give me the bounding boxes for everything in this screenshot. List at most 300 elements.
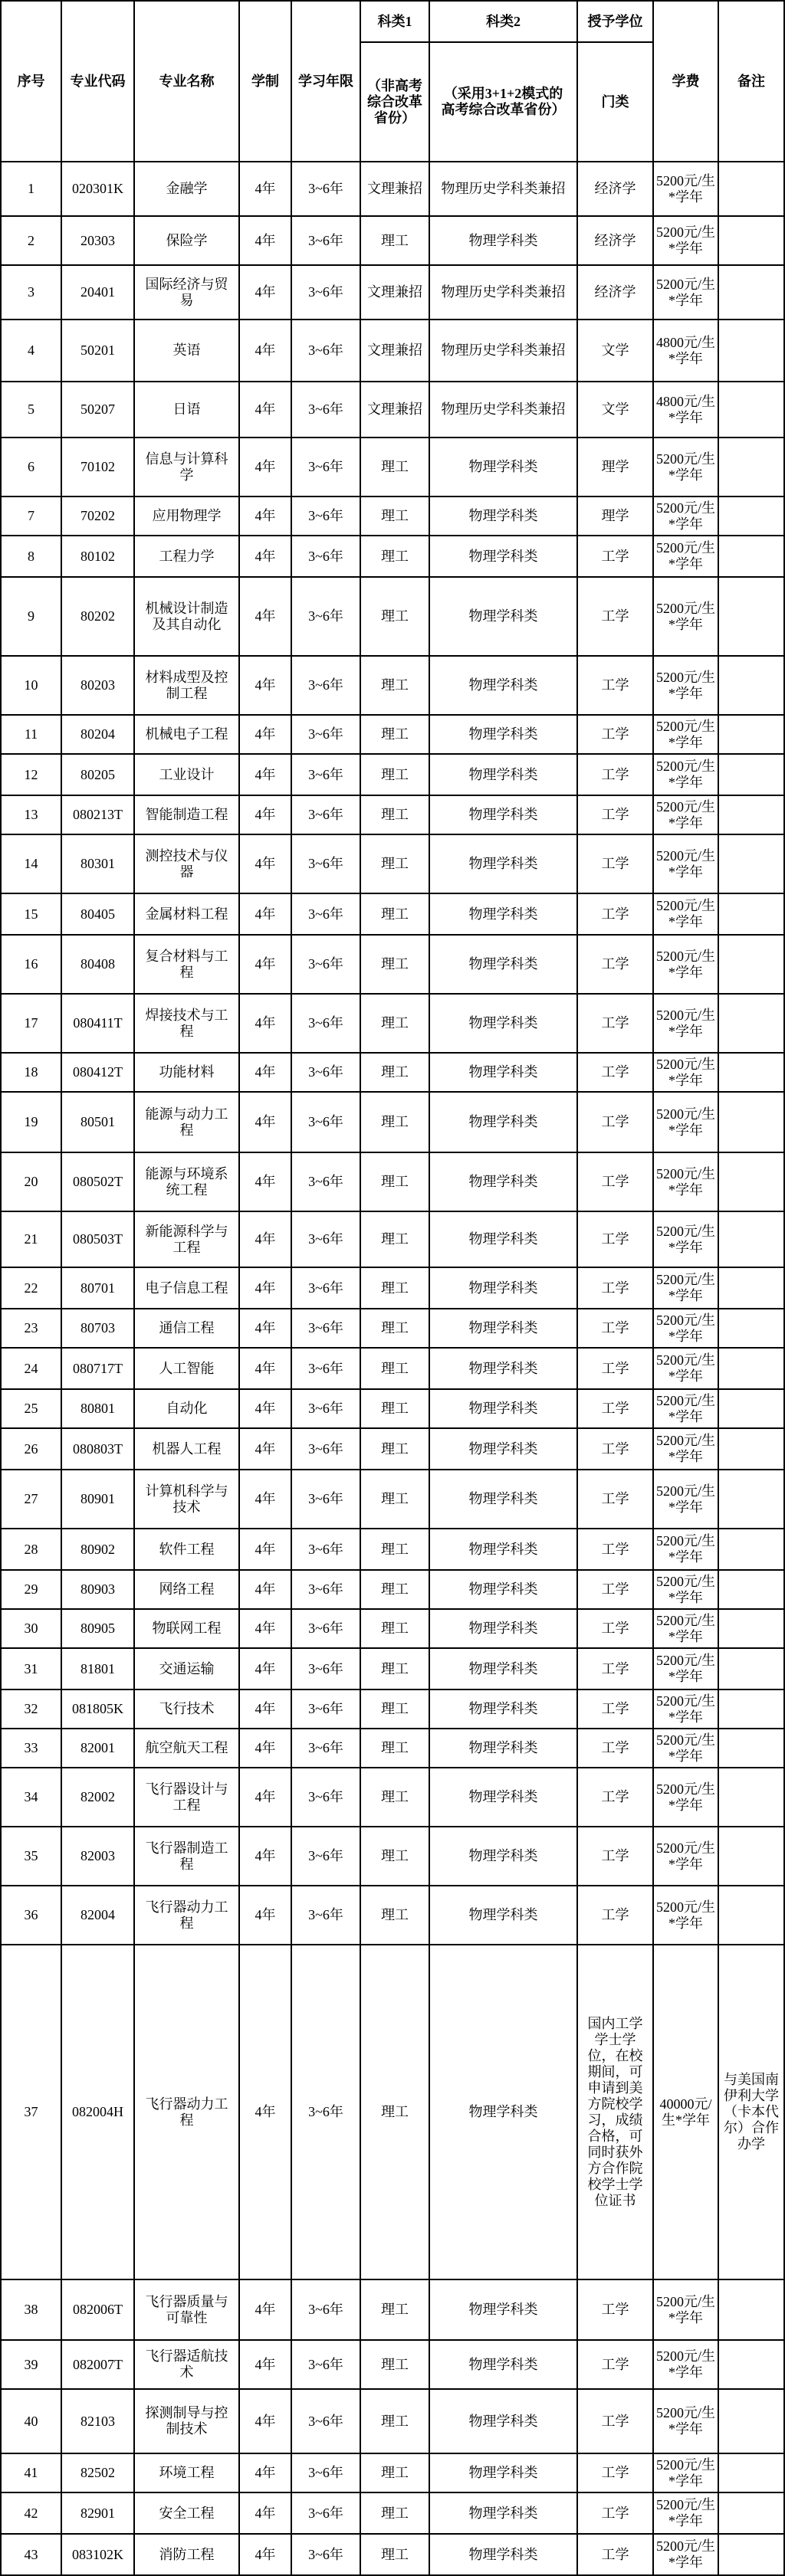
name-cell: 材料成型及控制工程 [135,657,240,716]
header-subject2: 科类2 [430,2,578,43]
subject1-cell: 理工 [361,438,430,497]
subject1-cell: 理工 [361,2454,430,2493]
subject2-cell: 物理学科类 [430,1349,578,1390]
study-years-cell: 3~6年 [292,1349,361,1390]
duration-cell: 4年 [240,1610,292,1649]
study-years-cell: 3~6年 [292,894,361,936]
code-cell: 080502T [62,1153,135,1212]
subject2-cell: 物理学科类 [430,217,578,266]
code-cell: 81801 [62,1649,135,1690]
remark-cell [719,1886,785,1945]
seq-cell: 35 [2,1827,62,1886]
remark-cell [719,162,785,217]
code-cell: 82003 [62,1827,135,1886]
degree-cell: 工学 [578,716,654,755]
remark-cell [719,2493,785,2535]
subject2-cell: 物理学科类 [430,1768,578,1827]
study-years-cell: 3~6年 [292,1268,361,1309]
seq-cell: 7 [2,497,62,536]
subject2-cell: 物理学科类 [430,1390,578,1429]
degree-cell: 经济学 [578,217,654,266]
fee-cell: 5200元/生*学年 [654,1309,719,1349]
duration-cell: 4年 [240,894,292,936]
study-years-cell: 3~6年 [292,1153,361,1212]
subject2-cell: 物理历史学科类兼招 [430,320,578,382]
subject1-cell: 理工 [361,796,430,835]
name-cell: 新能源科学与工程 [135,1212,240,1268]
fee-cell: 5200元/生*学年 [654,2454,719,2493]
fee-cell: 5200元/生*学年 [654,497,719,536]
duration-cell: 4年 [240,657,292,716]
degree-cell: 工学 [578,1268,654,1309]
code-cell: 080503T [62,1212,135,1268]
study-years-cell: 3~6年 [292,578,361,657]
subject2-cell: 物理学科类 [430,1649,578,1690]
subject2-cell: 物理学科类 [430,894,578,936]
degree-cell: 工学 [578,2280,654,2341]
subject2-cell: 物理学科类 [430,995,578,1054]
subject1-cell: 理工 [361,1093,430,1153]
study-years-cell: 3~6年 [292,1610,361,1649]
study-years-cell: 3~6年 [292,1571,361,1610]
seq-cell: 18 [2,1054,62,1093]
fee-cell: 5200元/生*学年 [654,578,719,657]
remark-cell [719,1827,785,1886]
subject1-cell: 理工 [361,1610,430,1649]
duration-cell: 4年 [240,1153,292,1212]
subject2-cell: 物理学科类 [430,438,578,497]
study-years-cell: 3~6年 [292,1729,361,1768]
subject1-cell: 理工 [361,1945,430,2280]
fee-cell: 40000元/生*学年 [654,1945,719,2280]
subject2-cell: 物理历史学科类兼招 [430,382,578,438]
study-years-cell: 3~6年 [292,1886,361,1945]
study-years-cell: 3~6年 [292,1690,361,1729]
duration-cell: 4年 [240,2493,292,2535]
seq-cell: 4 [2,320,62,382]
duration-cell: 4年 [240,1054,292,1093]
seq-cell: 29 [2,1571,62,1610]
degree-cell: 工学 [578,796,654,835]
name-cell: 工业设计 [135,755,240,796]
duration-cell: 4年 [240,1429,292,1470]
seq-cell: 28 [2,1529,62,1571]
duration-cell: 4年 [240,382,292,438]
fee-cell: 5200元/生*学年 [654,1429,719,1470]
fee-cell: 5200元/生*学年 [654,1649,719,1690]
seq-cell: 31 [2,1649,62,1690]
study-years-cell: 3~6年 [292,1309,361,1349]
duration-cell: 4年 [240,1470,292,1529]
seq-cell: 41 [2,2454,62,2493]
fee-cell: 5200元/生*学年 [654,2493,719,2535]
subject2-cell: 物理学科类 [430,2493,578,2535]
subject1-cell: 理工 [361,1768,430,1827]
subject2-cell: 物理学科类 [430,1610,578,1649]
name-cell: 能源与环境系统工程 [135,1153,240,1212]
subject1-cell: 理工 [361,1212,430,1268]
seq-cell: 33 [2,1729,62,1768]
study-years-cell: 3~6年 [292,2390,361,2454]
duration-cell: 4年 [240,2454,292,2493]
degree-cell: 工学 [578,1054,654,1093]
subject1-cell: 理工 [361,936,430,995]
header-fee: 学费 [654,2,719,162]
fee-cell: 5200元/生*学年 [654,2341,719,2390]
name-cell: 复合材料与工程 [135,936,240,995]
fee-cell: 5200元/生*学年 [654,536,719,578]
remark-cell [719,1690,785,1729]
code-cell: 80405 [62,894,135,936]
duration-cell: 4年 [240,578,292,657]
study-years-cell: 3~6年 [292,2280,361,2341]
name-cell: 飞行器适航技术 [135,2341,240,2390]
code-cell: 20303 [62,217,135,266]
study-years-cell: 3~6年 [292,320,361,382]
duration-cell: 4年 [240,1268,292,1309]
name-cell: 保险学 [135,217,240,266]
name-cell: 飞行器设计与工程 [135,1768,240,1827]
subject2-cell: 物理学科类 [430,2341,578,2390]
subject1-cell: 理工 [361,2390,430,2454]
name-cell: 探测制导与控制技术 [135,2390,240,2454]
header-study-years: 学习年限 [292,2,361,162]
study-years-cell: 3~6年 [292,2454,361,2493]
code-cell: 82004 [62,1886,135,1945]
code-cell: 82001 [62,1729,135,1768]
remark-cell [719,438,785,497]
fee-cell: 5200元/生*学年 [654,217,719,266]
seq-cell: 8 [2,536,62,578]
fee-cell: 5200元/生*学年 [654,162,719,217]
seq-cell: 23 [2,1309,62,1349]
code-cell: 80301 [62,835,135,894]
subject2-cell: 物理学科类 [430,796,578,835]
code-cell: 82901 [62,2493,135,2535]
subject2-cell: 物理学科类 [430,1212,578,1268]
degree-cell: 工学 [578,835,654,894]
study-years-cell: 3~6年 [292,1470,361,1529]
code-cell: 80203 [62,657,135,716]
degree-cell: 理学 [578,438,654,497]
subject2-cell: 物理学科类 [430,1429,578,1470]
code-cell: 82502 [62,2454,135,2493]
name-cell: 金属材料工程 [135,894,240,936]
subject1-cell: 理工 [361,657,430,716]
fee-cell: 5200元/生*学年 [654,1529,719,1571]
name-cell: 国际经济与贸易 [135,266,240,320]
seq-cell: 38 [2,2280,62,2341]
code-cell: 080411T [62,995,135,1054]
degree-cell: 工学 [578,1827,654,1886]
study-years-cell: 3~6年 [292,1054,361,1093]
study-years-cell: 3~6年 [292,217,361,266]
duration-cell: 4年 [240,320,292,382]
study-years-cell: 3~6年 [292,1529,361,1571]
subject2-cell: 物理历史学科类兼招 [430,162,578,217]
name-cell: 网络工程 [135,1571,240,1610]
code-cell: 80204 [62,716,135,755]
name-cell: 测控技术与仪器 [135,835,240,894]
subject2-cell: 物理学科类 [430,716,578,755]
code-cell: 080717T [62,1349,135,1390]
seq-cell: 32 [2,1690,62,1729]
duration-cell: 4年 [240,438,292,497]
header-subject1-note: （非高考综合改革省份） [361,43,430,162]
fee-cell: 5200元/生*学年 [654,438,719,497]
duration-cell: 4年 [240,2535,292,2576]
duration-cell: 4年 [240,1212,292,1268]
duration-cell: 4年 [240,796,292,835]
duration-cell: 4年 [240,536,292,578]
header-subject2-note: （采用3+1+2模式的高考综合改革省份） [430,43,578,162]
name-cell: 通信工程 [135,1309,240,1349]
remark-cell [719,995,785,1054]
subject1-cell: 文理兼招 [361,162,430,217]
degree-cell: 工学 [578,1309,654,1349]
name-cell: 金融学 [135,162,240,217]
duration-cell: 4年 [240,1886,292,1945]
duration-cell: 4年 [240,835,292,894]
remark-cell [719,1268,785,1309]
subject1-cell: 理工 [361,1309,430,1349]
remark-cell [719,2280,785,2341]
seq-cell: 11 [2,716,62,755]
subject1-cell: 理工 [361,1729,430,1768]
header-seq: 序号 [2,2,62,162]
duration-cell: 4年 [240,1945,292,2280]
degree-cell: 工学 [578,1429,654,1470]
name-cell: 计算机科学与技术 [135,1470,240,1529]
subject1-cell: 文理兼招 [361,266,430,320]
degree-cell: 工学 [578,578,654,657]
degree-cell: 工学 [578,936,654,995]
remark-cell [719,1768,785,1827]
seq-cell: 24 [2,1349,62,1390]
degree-cell: 工学 [578,1390,654,1429]
name-cell: 物联网工程 [135,1610,240,1649]
subject2-cell: 物理学科类 [430,755,578,796]
study-years-cell: 3~6年 [292,2535,361,2576]
name-cell: 电子信息工程 [135,1268,240,1309]
code-cell: 080412T [62,1054,135,1093]
duration-cell: 4年 [240,1309,292,1349]
code-cell: 80703 [62,1309,135,1349]
duration-cell: 4年 [240,2390,292,2454]
subject2-cell: 物理历史学科类兼招 [430,266,578,320]
degree-cell: 工学 [578,1153,654,1212]
subject1-cell: 理工 [361,1690,430,1729]
remark-cell [719,1212,785,1268]
subject1-cell: 理工 [361,716,430,755]
name-cell: 机械设计制造及其自动化 [135,578,240,657]
duration-cell: 4年 [240,1349,292,1390]
code-cell: 80408 [62,936,135,995]
code-cell: 80901 [62,1470,135,1529]
seq-cell: 15 [2,894,62,936]
subject2-cell: 物理学科类 [430,1729,578,1768]
seq-cell: 17 [2,995,62,1054]
name-cell: 英语 [135,320,240,382]
degree-cell: 经济学 [578,266,654,320]
remark-cell [719,1571,785,1610]
subject1-cell: 理工 [361,2280,430,2341]
fee-cell: 4800元/生*学年 [654,320,719,382]
duration-cell: 4年 [240,217,292,266]
header-degree-category: 门类 [578,43,654,162]
subject1-cell: 理工 [361,894,430,936]
duration-cell: 4年 [240,1571,292,1610]
study-years-cell: 3~6年 [292,1649,361,1690]
header-duration: 学制 [240,2,292,162]
degree-cell: 工学 [578,1610,654,1649]
subject2-cell: 物理学科类 [430,497,578,536]
name-cell: 功能材料 [135,1054,240,1093]
code-cell: 082004H [62,1945,135,2280]
code-cell: 80501 [62,1093,135,1153]
subject2-cell: 物理学科类 [430,2390,578,2454]
degree-cell: 工学 [578,1349,654,1390]
study-years-cell: 3~6年 [292,382,361,438]
remark-cell [719,1309,785,1349]
remark-cell [719,1529,785,1571]
fee-cell: 5200元/生*学年 [654,1349,719,1390]
degree-cell: 文学 [578,320,654,382]
subject2-cell: 物理学科类 [430,1054,578,1093]
code-cell: 70102 [62,438,135,497]
seq-cell: 5 [2,382,62,438]
fee-cell: 5200元/生*学年 [654,1729,719,1768]
seq-cell: 37 [2,1945,62,2280]
fee-cell: 5200元/生*学年 [654,2535,719,2576]
subject1-cell: 理工 [361,2341,430,2390]
remark-cell [719,1729,785,1768]
name-cell: 机械电子工程 [135,716,240,755]
fee-cell: 5200元/生*学年 [654,2280,719,2341]
name-cell: 工程力学 [135,536,240,578]
code-cell: 80102 [62,536,135,578]
code-cell: 80801 [62,1390,135,1429]
subject1-cell: 文理兼招 [361,320,430,382]
duration-cell: 4年 [240,1649,292,1690]
fee-cell: 5200元/生*学年 [654,936,719,995]
degree-cell: 工学 [578,1768,654,1827]
fee-cell: 5200元/生*学年 [654,1571,719,1610]
study-years-cell: 3~6年 [292,536,361,578]
remark-cell [719,2390,785,2454]
subject1-cell: 理工 [361,835,430,894]
code-cell: 50201 [62,320,135,382]
fee-cell: 5200元/生*学年 [654,266,719,320]
fee-cell: 5200元/生*学年 [654,1827,719,1886]
degree-cell: 工学 [578,1649,654,1690]
degree-cell: 理学 [578,497,654,536]
name-cell: 航空航天工程 [135,1729,240,1768]
subject1-cell: 理工 [361,755,430,796]
fee-cell: 5200元/生*学年 [654,1470,719,1529]
fee-cell: 5200元/生*学年 [654,657,719,716]
name-cell: 机器人工程 [135,1429,240,1470]
study-years-cell: 3~6年 [292,716,361,755]
duration-cell: 4年 [240,995,292,1054]
code-cell: 083102K [62,2535,135,2576]
name-cell: 自动化 [135,1390,240,1429]
code-cell: 082006T [62,2280,135,2341]
subject1-cell: 理工 [361,217,430,266]
subject1-cell: 理工 [361,1649,430,1690]
remark-cell [719,578,785,657]
remark-cell [719,217,785,266]
code-cell: 80902 [62,1529,135,1571]
duration-cell: 4年 [240,1827,292,1886]
code-cell: 80205 [62,755,135,796]
remark-cell [719,536,785,578]
study-years-cell: 3~6年 [292,835,361,894]
code-cell: 80701 [62,1268,135,1309]
degree-cell: 文学 [578,382,654,438]
seq-cell: 3 [2,266,62,320]
degree-cell: 工学 [578,2341,654,2390]
seq-cell: 40 [2,2390,62,2454]
remark-cell [719,1470,785,1529]
duration-cell: 4年 [240,2280,292,2341]
fee-cell: 5200元/生*学年 [654,894,719,936]
study-years-cell: 3~6年 [292,497,361,536]
header-degree: 授予学位 [578,2,654,43]
study-years-cell: 3~6年 [292,1390,361,1429]
header-remark: 备注 [719,2,785,162]
duration-cell: 4年 [240,755,292,796]
subject1-cell: 理工 [361,995,430,1054]
subject1-cell: 理工 [361,2493,430,2535]
fee-cell: 5200元/生*学年 [654,1610,719,1649]
code-cell: 80202 [62,578,135,657]
subject1-cell: 理工 [361,536,430,578]
name-cell: 应用物理学 [135,497,240,536]
subject2-cell: 物理学科类 [430,1571,578,1610]
subject2-cell: 物理学科类 [430,1945,578,2280]
degree-cell: 工学 [578,1571,654,1610]
seq-cell: 26 [2,1429,62,1470]
study-years-cell: 3~6年 [292,1768,361,1827]
subject1-cell: 理工 [361,1429,430,1470]
degree-cell: 工学 [578,2493,654,2535]
degree-cell: 工学 [578,1690,654,1729]
subject2-cell: 物理学科类 [430,578,578,657]
seq-cell: 19 [2,1093,62,1153]
seq-cell: 22 [2,1268,62,1309]
degree-cell: 工学 [578,657,654,716]
fee-cell: 5200元/生*学年 [654,716,719,755]
seq-cell: 27 [2,1470,62,1529]
duration-cell: 4年 [240,1729,292,1768]
remark-cell: 与美国南伊利大学（卡本代尔）合作办学 [719,1945,785,2280]
subject1-cell: 文理兼招 [361,382,430,438]
study-years-cell: 3~6年 [292,1093,361,1153]
degree-cell: 工学 [578,1886,654,1945]
seq-cell: 39 [2,2341,62,2390]
seq-cell: 6 [2,438,62,497]
fee-cell: 5200元/生*学年 [654,2390,719,2454]
duration-cell: 4年 [240,266,292,320]
duration-cell: 4年 [240,716,292,755]
remark-cell [719,835,785,894]
degree-cell: 工学 [578,894,654,936]
study-years-cell: 3~6年 [292,936,361,995]
name-cell: 飞行器制造工程 [135,1827,240,1886]
name-cell: 焊接技术与工程 [135,995,240,1054]
name-cell: 飞行技术 [135,1690,240,1729]
